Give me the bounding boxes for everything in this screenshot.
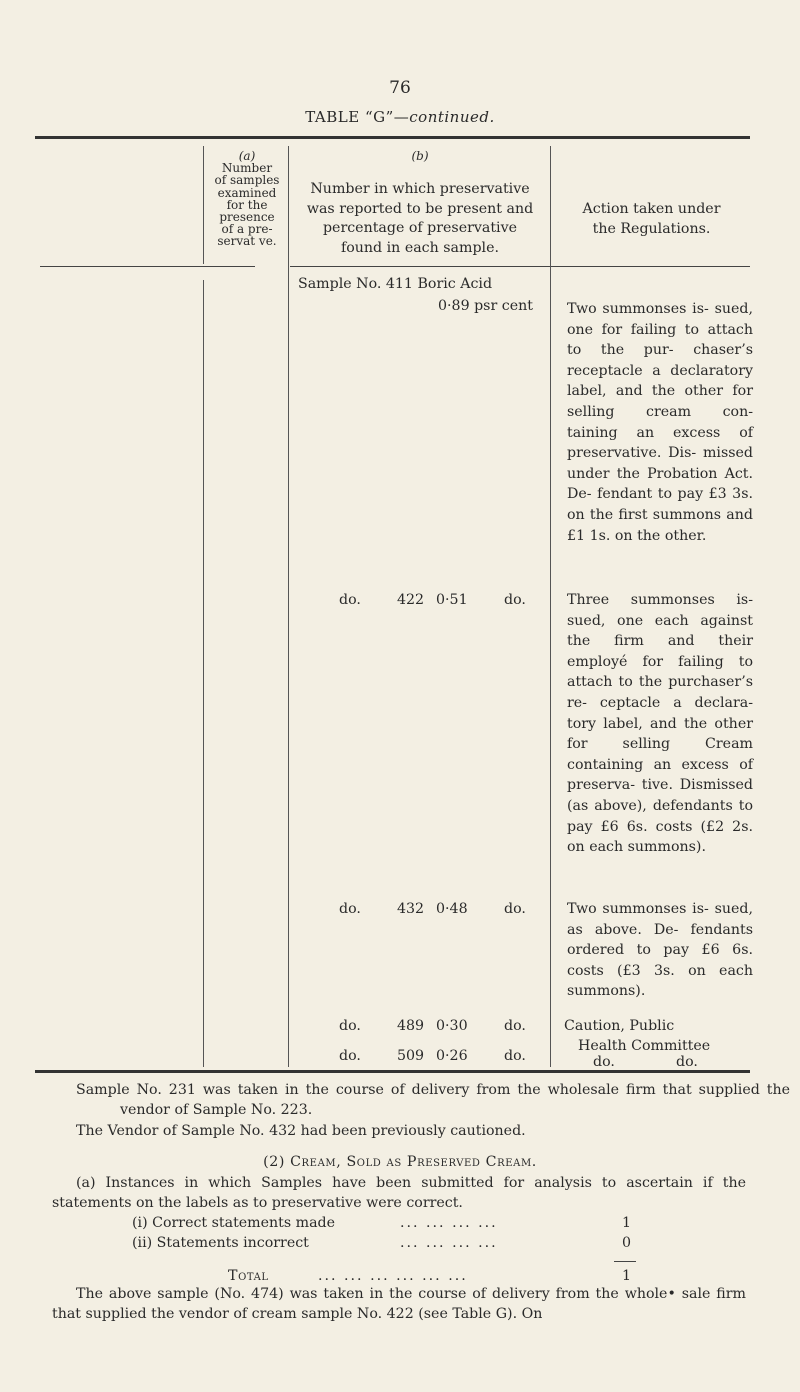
row-ditto: do. xyxy=(504,1048,526,1064)
column-b-label: (b) xyxy=(411,149,429,163)
row-percentage: 0·30 xyxy=(436,1018,468,1034)
column-a-text-line: of a pre- xyxy=(221,222,273,237)
column-c-header xyxy=(553,200,750,239)
column-c-text-line: Action taken under xyxy=(582,201,721,217)
action-sample-411: Two summonses is- sued, one for failing to attach to the pur- chaser’s receptacle a declaratory label, and the other for selling cream con- taining an excess of preservative. Dis- missed under the Probation Act. De- fendant to pay £3 3s. on the first summons and £1 1s. on the other. xyxy=(567,301,753,544)
item-incorrect-value: 0 xyxy=(622,1235,632,1251)
sample-411-percentage: 0·89 psr cent xyxy=(438,298,533,314)
action-sample-489-line1: Caution, Public xyxy=(564,1018,675,1034)
column-a-text-line: examined xyxy=(217,185,277,200)
table-bottom-rule xyxy=(35,1070,750,1073)
row-ditto: do. xyxy=(339,1018,361,1034)
header-rule-right xyxy=(290,266,750,267)
column-divider-2 xyxy=(288,146,289,1067)
total-label: Total xyxy=(228,1268,269,1284)
action-sample-432: Two summonses is- sued, as above. De- fendants ordered to pay £6 6s. costs (£3 3s. on each summons). xyxy=(567,901,753,1000)
table-title-main: TABLE “G”— xyxy=(305,108,410,126)
column-a-text-line: of samples xyxy=(214,173,280,188)
table-title xyxy=(0,108,800,126)
column-divider-1-head xyxy=(203,146,204,264)
total-rule xyxy=(614,1261,636,1262)
column-b-header xyxy=(290,180,550,258)
row-sample-number: 489 xyxy=(397,1018,425,1034)
row-ditto: do. xyxy=(339,1048,361,1064)
row-ditto: do. xyxy=(504,901,526,917)
row-ditto: do. xyxy=(339,901,361,917)
column-divider-3 xyxy=(550,146,551,1067)
column-a-label: (a) xyxy=(238,149,256,163)
action-sample-422: Three summonses is- sued, one each against the firm and their employé for failing to attach to the purchaser’s re- ceptacle a declara- tory label, and the other for selling Cream containing an excess of preserva- tive. Dismissed (as above), defendants to pay £6 6s. costs (£2 2s. on each summons). xyxy=(567,592,753,856)
table-title-continued: continued. xyxy=(409,108,495,126)
row-percentage: 0·48 xyxy=(436,901,468,917)
paragraph-a: (a) Instances in which Samples have been submitted for analysis to ascertain if the statements on the labels as to preservative were correct. xyxy=(52,1175,746,1211)
item-correct-value: 1 xyxy=(622,1215,632,1231)
column-b-text-line: found in each sample. xyxy=(340,239,499,256)
row-percentage: 0·26 xyxy=(436,1048,468,1064)
closing-paragraph: The above sample (No. 474) was taken in the course of delivery from the whole• sale firm that supplied the vendor of cream sample No. 422 (see Table G). On xyxy=(52,1286,746,1322)
item-correct-label: (i) Correct statements made xyxy=(132,1215,336,1231)
column-a-header xyxy=(205,150,289,248)
action-sample-509-ditto: do. xyxy=(593,1054,615,1070)
column-a-text-line: servat ve. xyxy=(217,234,277,249)
row-ditto: do. xyxy=(504,1018,526,1034)
note-vendor-432: The Vendor of Sample No. 432 had been previously cautioned. xyxy=(76,1123,526,1139)
action-sample-509-ditto: do. xyxy=(676,1054,698,1070)
section-heading: (2) Cream, Sold as Preserved Cream. xyxy=(263,1154,537,1170)
row-ditto: do. xyxy=(339,592,361,608)
sample-411-line: Sample No. 411 Boric Acid xyxy=(298,276,493,292)
total-dots: ... ... ... ... ... ... xyxy=(318,1268,468,1284)
header-rule-left xyxy=(40,266,255,267)
column-b-text-line: Number in which preservative xyxy=(310,181,530,197)
column-b-text-line: percentage of preservative xyxy=(322,220,518,237)
column-a-text-line: Number xyxy=(221,161,273,176)
row-sample-number: 509 xyxy=(397,1048,425,1064)
column-divider-1 xyxy=(203,280,204,1067)
column-b-text-line: was reported to be present and xyxy=(306,200,534,217)
table-top-rule xyxy=(35,136,750,139)
row-sample-number: 432 xyxy=(397,901,425,917)
row-ditto: do. xyxy=(504,592,526,608)
item-correct-dots: ... ... ... ... xyxy=(400,1215,498,1231)
item-incorrect-dots: ... ... ... ... xyxy=(400,1235,498,1251)
row-sample-number: 422 xyxy=(397,592,425,608)
note-sample-231: Sample No. 231 was taken in the course of delivery from the wholesale firm that supplied the vendor of Sample No. 223. xyxy=(76,1082,790,1118)
row-percentage: 0·51 xyxy=(436,592,468,608)
total-value: 1 xyxy=(622,1268,632,1284)
column-c-text-line: the Regulations. xyxy=(592,220,711,237)
column-a-text-line: presence xyxy=(219,210,275,225)
page-number: 76 xyxy=(389,78,411,98)
item-incorrect-label: (ii) Statements incorrect xyxy=(132,1235,309,1251)
action-sample-489-line2: Health Committee xyxy=(578,1038,711,1054)
column-a-text-line: for the xyxy=(226,197,268,212)
